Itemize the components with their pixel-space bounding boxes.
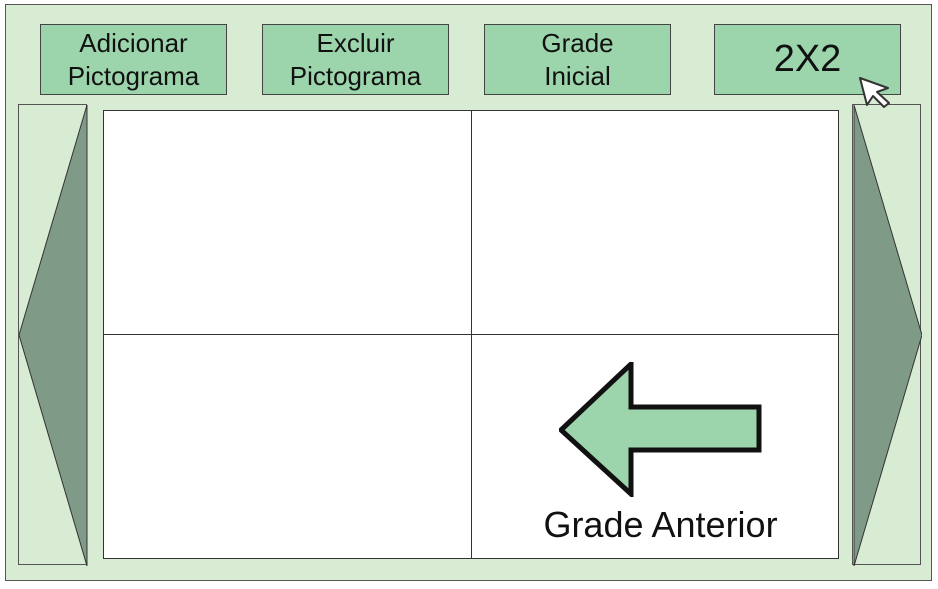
previous-grid-label: Grade Anterior <box>543 504 778 545</box>
grid-cell-3[interactable] <box>104 335 471 558</box>
add-pictogram-label-line2: Pictograma <box>67 60 200 91</box>
left-triangle-icon <box>19 105 88 566</box>
grid-cell-1[interactable] <box>104 111 471 334</box>
grid-divider-horizontal <box>104 334 838 335</box>
next-page-button[interactable] <box>852 104 921 565</box>
mouse-pointer-icon <box>858 76 892 108</box>
pictogram-grid <box>103 110 839 559</box>
initial-grid-button[interactable] <box>484 24 671 95</box>
add-pictogram-button[interactable] <box>40 24 227 95</box>
previous-page-button[interactable] <box>18 104 87 565</box>
right-triangle-icon <box>853 105 922 566</box>
grid-size-label: 2X2 <box>773 38 842 80</box>
add-pictogram-label-line1: Adicionar <box>79 27 188 58</box>
delete-pictogram-label-line2: Pictograma <box>289 60 422 91</box>
initial-grid-label-line2: Inicial <box>544 60 611 91</box>
delete-pictogram-button[interactable] <box>262 24 449 95</box>
left-arrow-icon <box>559 362 769 497</box>
previous-grid-button[interactable] <box>473 336 838 558</box>
delete-pictogram-label-line1: Excluir <box>316 27 395 58</box>
grid-cell-2[interactable] <box>472 111 838 334</box>
initial-grid-label-line1: Grade <box>541 27 614 58</box>
